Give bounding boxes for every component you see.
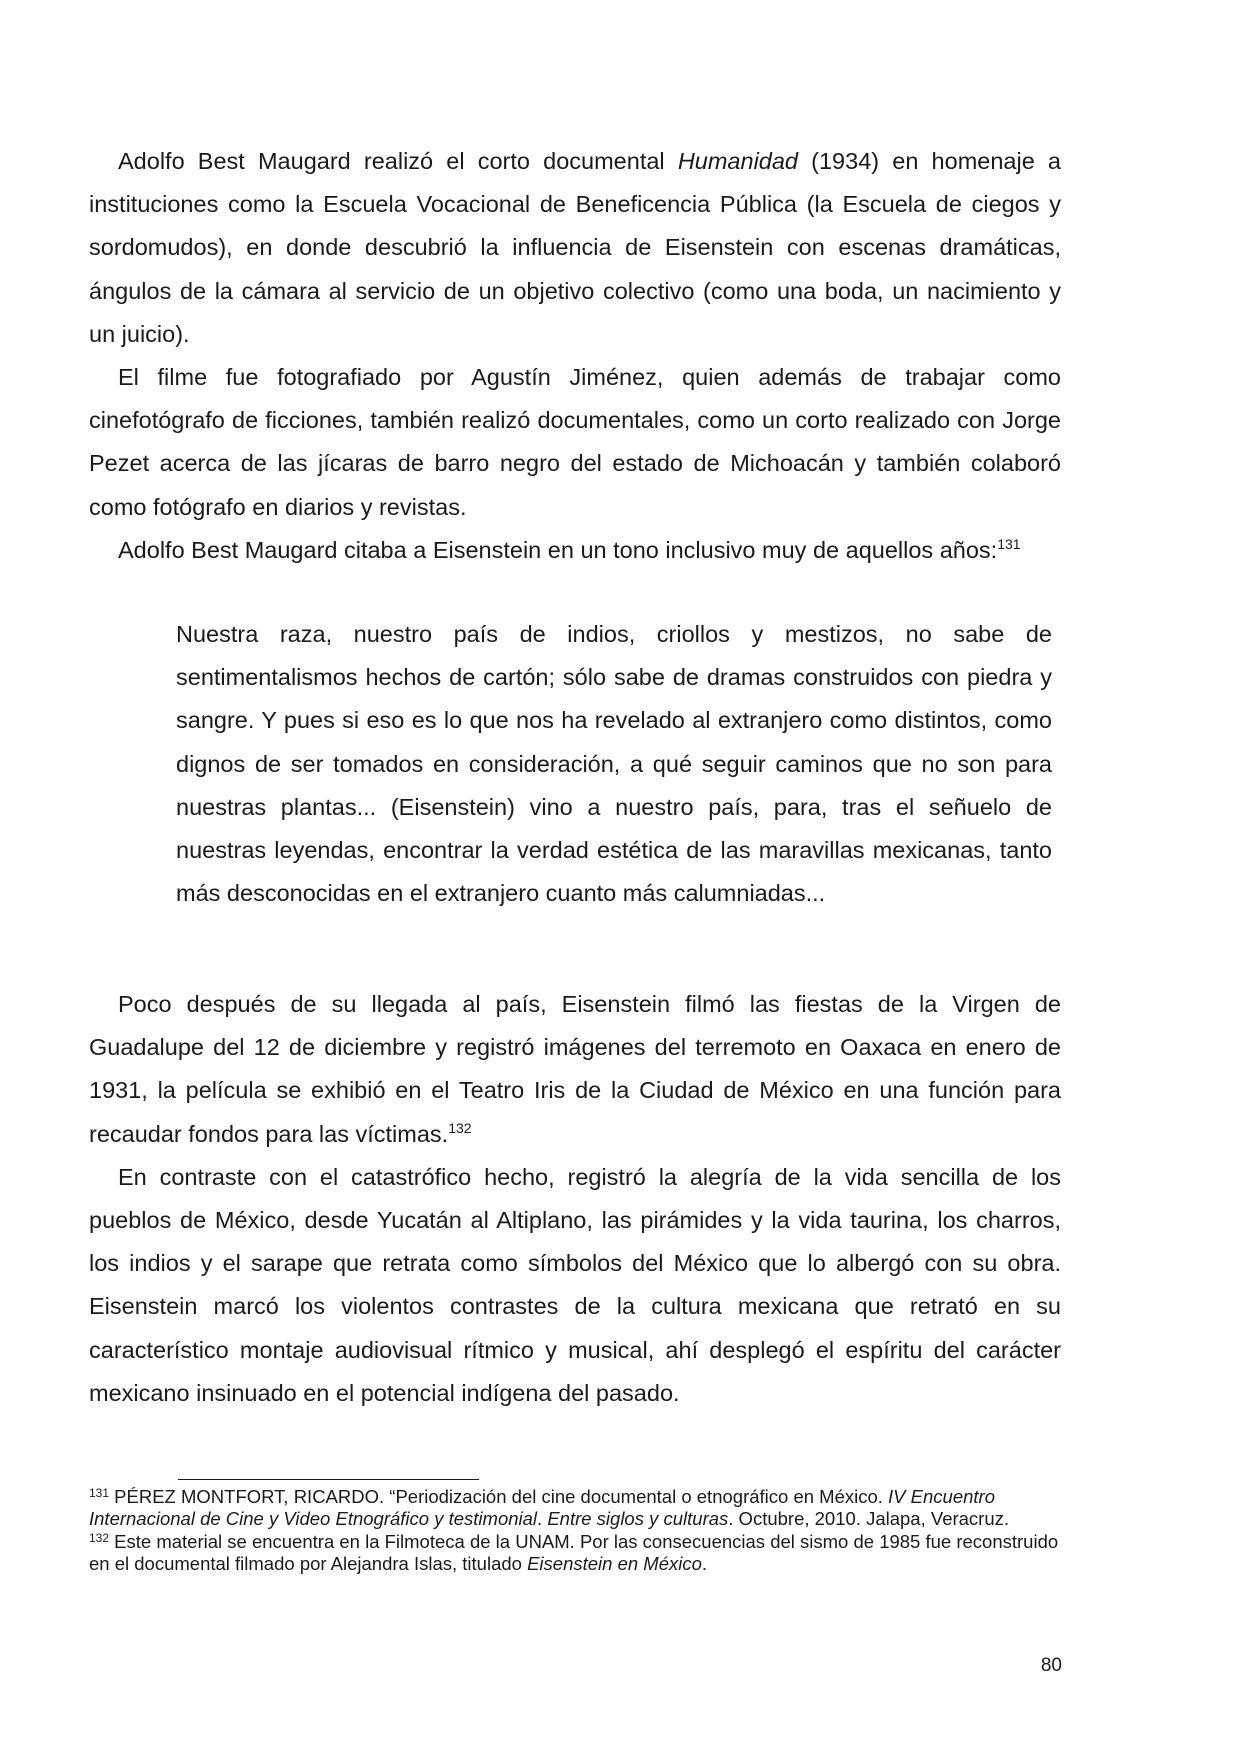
footnote-ref-132[interactable]: 132	[448, 1119, 472, 1136]
paragraph-llegada: Poco después de su llegada al país, Eisenstein filmó las fiestas de la Virgen de Guadalupe del 12 de diciembre y registró imágenes del terremoto en Oaxaca en enero de 1931, la película se exhibió en el Teatro Iris de la Ciudad de México en una función para recaudar fondos para las víctimas.$^{132}$	[89, 991, 1061, 1147]
footnotes	[89, 1486, 1064, 1576]
footnote-ref-131[interactable]: 131	[997, 535, 1021, 552]
block-quote: Nuestra raza, nuestro país de indios, criollos y mestizos, no sabe de sentimentalismos hechos de cartón; sólo sabe de dramas construidos con piedra y sangre. Y pues si eso es lo que nos ha revelado al extranjero como distintos, como dignos de ser tomados en consideración, a qué seguir caminos que no son para nuestras plantas... (Eisenstein) vino a nuestro país, para, tras el señuelo de nuestras leyendas, encontrar la verdad estética de las maravillas mexicanas, tanto más desconocidas en el extranjero cuanto más calumniadas...	[176, 621, 1052, 907]
paragraph-humanidad: Adolfo Best Maugard realizó el corto documental Humanidad (1934) en homenaje a instituciones como la Escuela Vocacional de Beneficencia Pública (la Escuela de ciegos y sordomudos), en donde descubrió la influencia de Eisenstein con escenas dramáticas, ángulos de la cámara al servicio de un objetivo colectivo (como una boda, un nacimiento y un juicio).	[89, 148, 1062, 347]
paragraph-contraste: En contraste con el catastrófico hecho, registró la alegría de la vida sencilla de los pueblos de México, desde Yucatán al Altiplano, las pirámides y la vida taurina, los charros, los indios y el sarape que retrata como símbolos del México que lo albergó con su obra. Eisenstein marcó los violentos contrastes de la cultura mexicana que retrató en su característico montaje audiovisual rítmico y musical, ahí desplegó el espíritu del carácter mexicano insinuado en el potencial indígena del pasado.	[89, 1163, 1061, 1406]
body-text-top	[89, 140, 1061, 572]
body-text-bottom	[89, 983, 1061, 1415]
paragraph-quote-intro: Adolfo Best Maugard citaba a Eisenstein en un tono inclusivo muy de aquellos años:$^{131}$	[118, 535, 1021, 563]
footnote-131: $^{131}$ PÉREZ MONTFORT, RICARDO. “Periodización del cine documental o etnográfico en México. IV Encuentro Internacional de Cine y Video Etnográfico y testimonial. Entre siglos y culturas. Octubre, 2010. Jalapa, Veracruz.	[89, 1486, 1010, 1530]
page-number: 80	[1040, 1655, 1062, 1676]
footnote-separator	[178, 1479, 479, 1480]
film-title-humanidad: Humanidad	[677, 148, 798, 174]
paragraph-agustin-jimenez: El filme fue fotografiado por Agustín Jiménez, quien además de trabajar como cinefotógrafo de ficciones, también realizó documentales, como un corto realizado con Jorge Pezet acerca de las jícaras de barro negro del estado de Michoacán y también colaboró como fotógrafo en diarios y revistas.	[89, 364, 1061, 520]
footnote-132: $^{132}$ Este material se encuentra en la Filmoteca de la UNAM. Por las consecuencias del sismo de 1985 fue reconstruido en el documental filmado por Alejandra Islas, titulado Eisenstein en México.	[89, 1530, 1059, 1575]
